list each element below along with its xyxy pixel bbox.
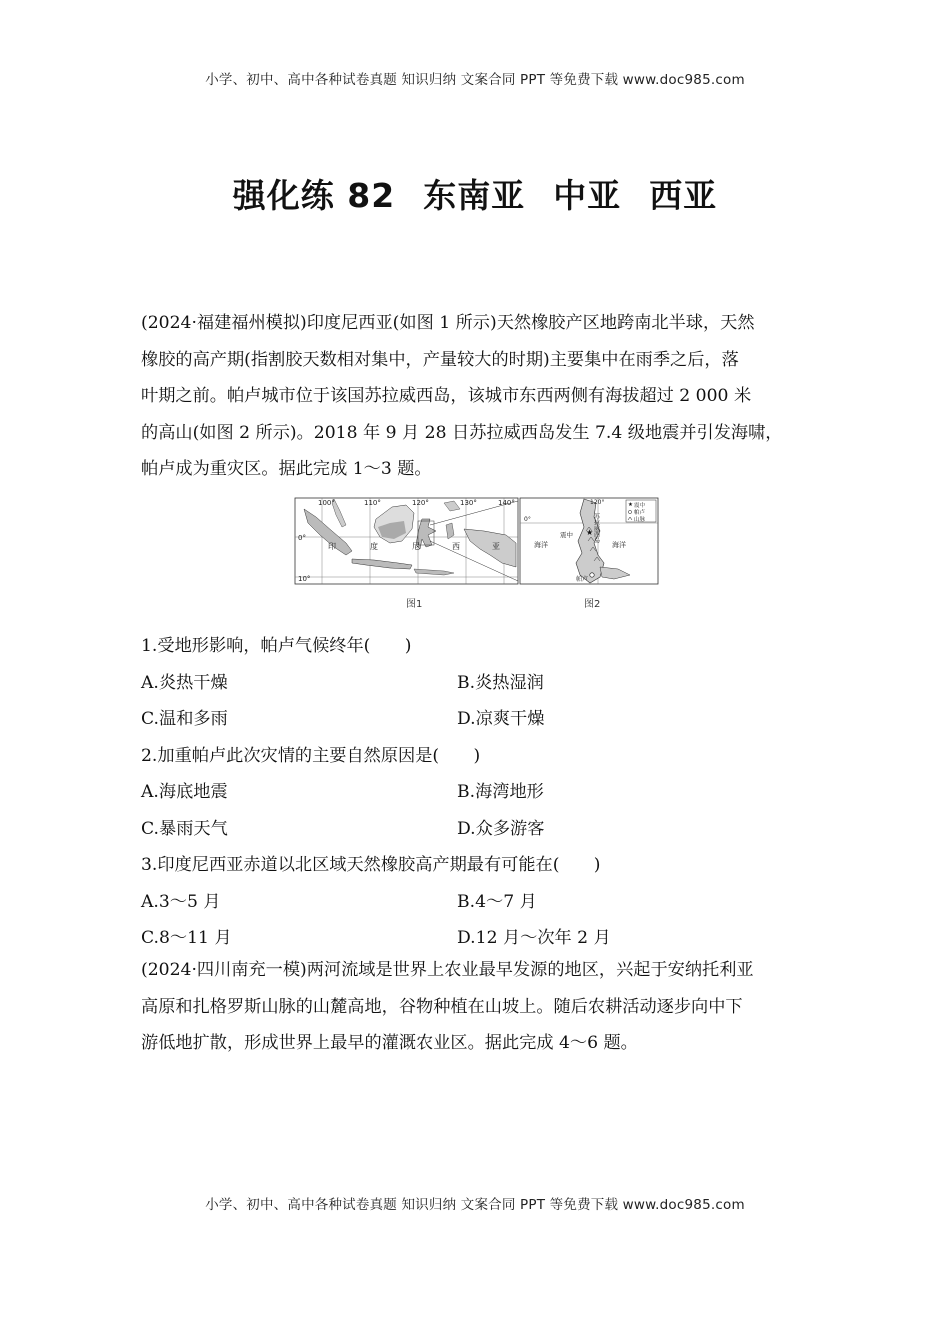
fig1-label-ya: 亚 <box>492 542 500 551</box>
fig1-label-yin: 印 <box>328 542 336 551</box>
title-part4: 西亚 <box>649 176 718 215</box>
epicenter-star-icon: ★ <box>586 528 594 537</box>
fig2-sea-left: 海洋 <box>534 541 548 549</box>
question-2-stem: 2.加重帕卢此次灾情的主要自然原因是( ) <box>141 746 481 766</box>
fig1-label-xi: 西 <box>452 542 460 551</box>
map-figure <box>294 497 660 613</box>
legend-star-icon: ★ <box>628 502 633 508</box>
question-2-option-d: D.众多游客 <box>457 819 545 839</box>
page-footer: 小学、初中、高中各种试卷真题 知识归纳 文案合同 PPT 等免费下载 www.doc985.com <box>205 1197 745 1213</box>
question-2-option-b: B.海湾地形 <box>457 782 544 802</box>
passage-1 <box>141 305 811 488</box>
question-1-option-c: C.温和多雨 <box>141 709 228 729</box>
passage-1-line: 的高山(如图 2 所示)。2018 年 9 月 28 日苏拉威西岛发生 7.4 级地震并引发海啸， <box>141 422 783 443</box>
passage-2-line: (2024·四川南充一模)两河流域是世界上农业最早发源的地区，兴起于安纳托利亚 <box>141 960 754 980</box>
question-3-option-c: C.8～11 月 <box>141 928 232 948</box>
fig1-lat-10: 10° <box>298 575 311 583</box>
passage-2-line: 游低地扩散，形成世界上最早的灌溉农业区。据此完成 4～6 题。 <box>141 1033 638 1053</box>
question-1-stem: 1.受地形影响，帕卢气候终年( ) <box>141 636 412 656</box>
legend-circle-icon <box>628 510 631 513</box>
passage-1-line: 叶期之前。帕卢城市位于该国苏拉威西岛，该城市东西两侧有海拔超过 2 000 米 <box>141 386 752 406</box>
question-3-stem: 3.印度尼西亚赤道以北区域天然橡胶高产期最有可能在( ) <box>141 855 601 875</box>
fig1-label-du: 度 <box>370 542 378 551</box>
passage-2-line: 高原和扎格罗斯山脉的山麓高地，谷物种植在山坡上。随后农耕活动逐步向中下 <box>141 996 743 1017</box>
fig2-palu-label: 帕卢 <box>576 576 589 583</box>
passage-2 <box>141 952 811 1062</box>
palu-circle-icon <box>590 573 594 577</box>
fig1-map <box>295 498 518 584</box>
page-title <box>0 170 950 217</box>
question-1-option-d: D.凉爽干燥 <box>457 709 545 729</box>
title-part2: 东南亚 <box>423 176 526 215</box>
passage-1-line: 橡胶的高产期(指割胶天数相对集中，产量较大的时期)主要集中在雨季之后，落 <box>141 349 739 370</box>
fig1-lon-110: 110° <box>364 499 381 507</box>
question-3-option-d: D.12 月～次年 2 月 <box>457 928 611 948</box>
page-header: 小学、初中、高中各种试卷真题 知识归纳 文案合同 PPT 等免费下载 www.doc985.com <box>205 72 745 88</box>
figure-1-caption: 图1 <box>406 599 423 610</box>
question-2-option-a: A.海底地震 <box>141 782 228 802</box>
map-figure-svg <box>294 497 660 613</box>
fig1-lon-100: 100° <box>318 499 335 507</box>
fig2-lon-120: 120° <box>590 499 605 506</box>
fig2-lat-0: 0° <box>524 516 531 523</box>
figure-2-caption: 图2 <box>584 599 601 610</box>
question-1-option-b: B.炎热湿润 <box>457 673 544 693</box>
fig1-lon-130: 130° <box>460 499 477 507</box>
fig2-epicenter-label: 震中 <box>560 531 573 539</box>
fig1-label-ni: 尼 <box>412 542 420 551</box>
fig1-lon-120: 120° <box>412 499 429 507</box>
passage-1-line: (2024·福建福州模拟)印度尼西亚(如图 1 所示)天然橡胶产区地跨南北半球，天然 <box>141 313 755 333</box>
fig2-sea-right: 海洋 <box>612 541 626 549</box>
legend-epicenter-label: 震中 <box>634 503 646 509</box>
fig2-island-label: 苏拉威西岛 <box>592 513 600 543</box>
legend-mountain-label: 山脉 <box>634 517 646 523</box>
fig1-lon-140: 140° <box>498 499 515 507</box>
title-part3: 中亚 <box>553 176 622 215</box>
passage-1-line: 帕卢成为重灾区。据此完成 1～3 题。 <box>141 459 432 479</box>
question-1-option-a: A.炎热干燥 <box>141 673 228 693</box>
question-3-option-a: A.3～5 月 <box>141 892 221 912</box>
fig1-lat-0: 0° <box>298 534 306 542</box>
question-2-option-c: C.暴雨天气 <box>141 819 228 839</box>
question-3-option-b: B.4～7 月 <box>457 892 537 912</box>
title-part1: 强化练 82 <box>232 176 396 215</box>
legend-palu-label: 帕卢 <box>634 510 646 516</box>
